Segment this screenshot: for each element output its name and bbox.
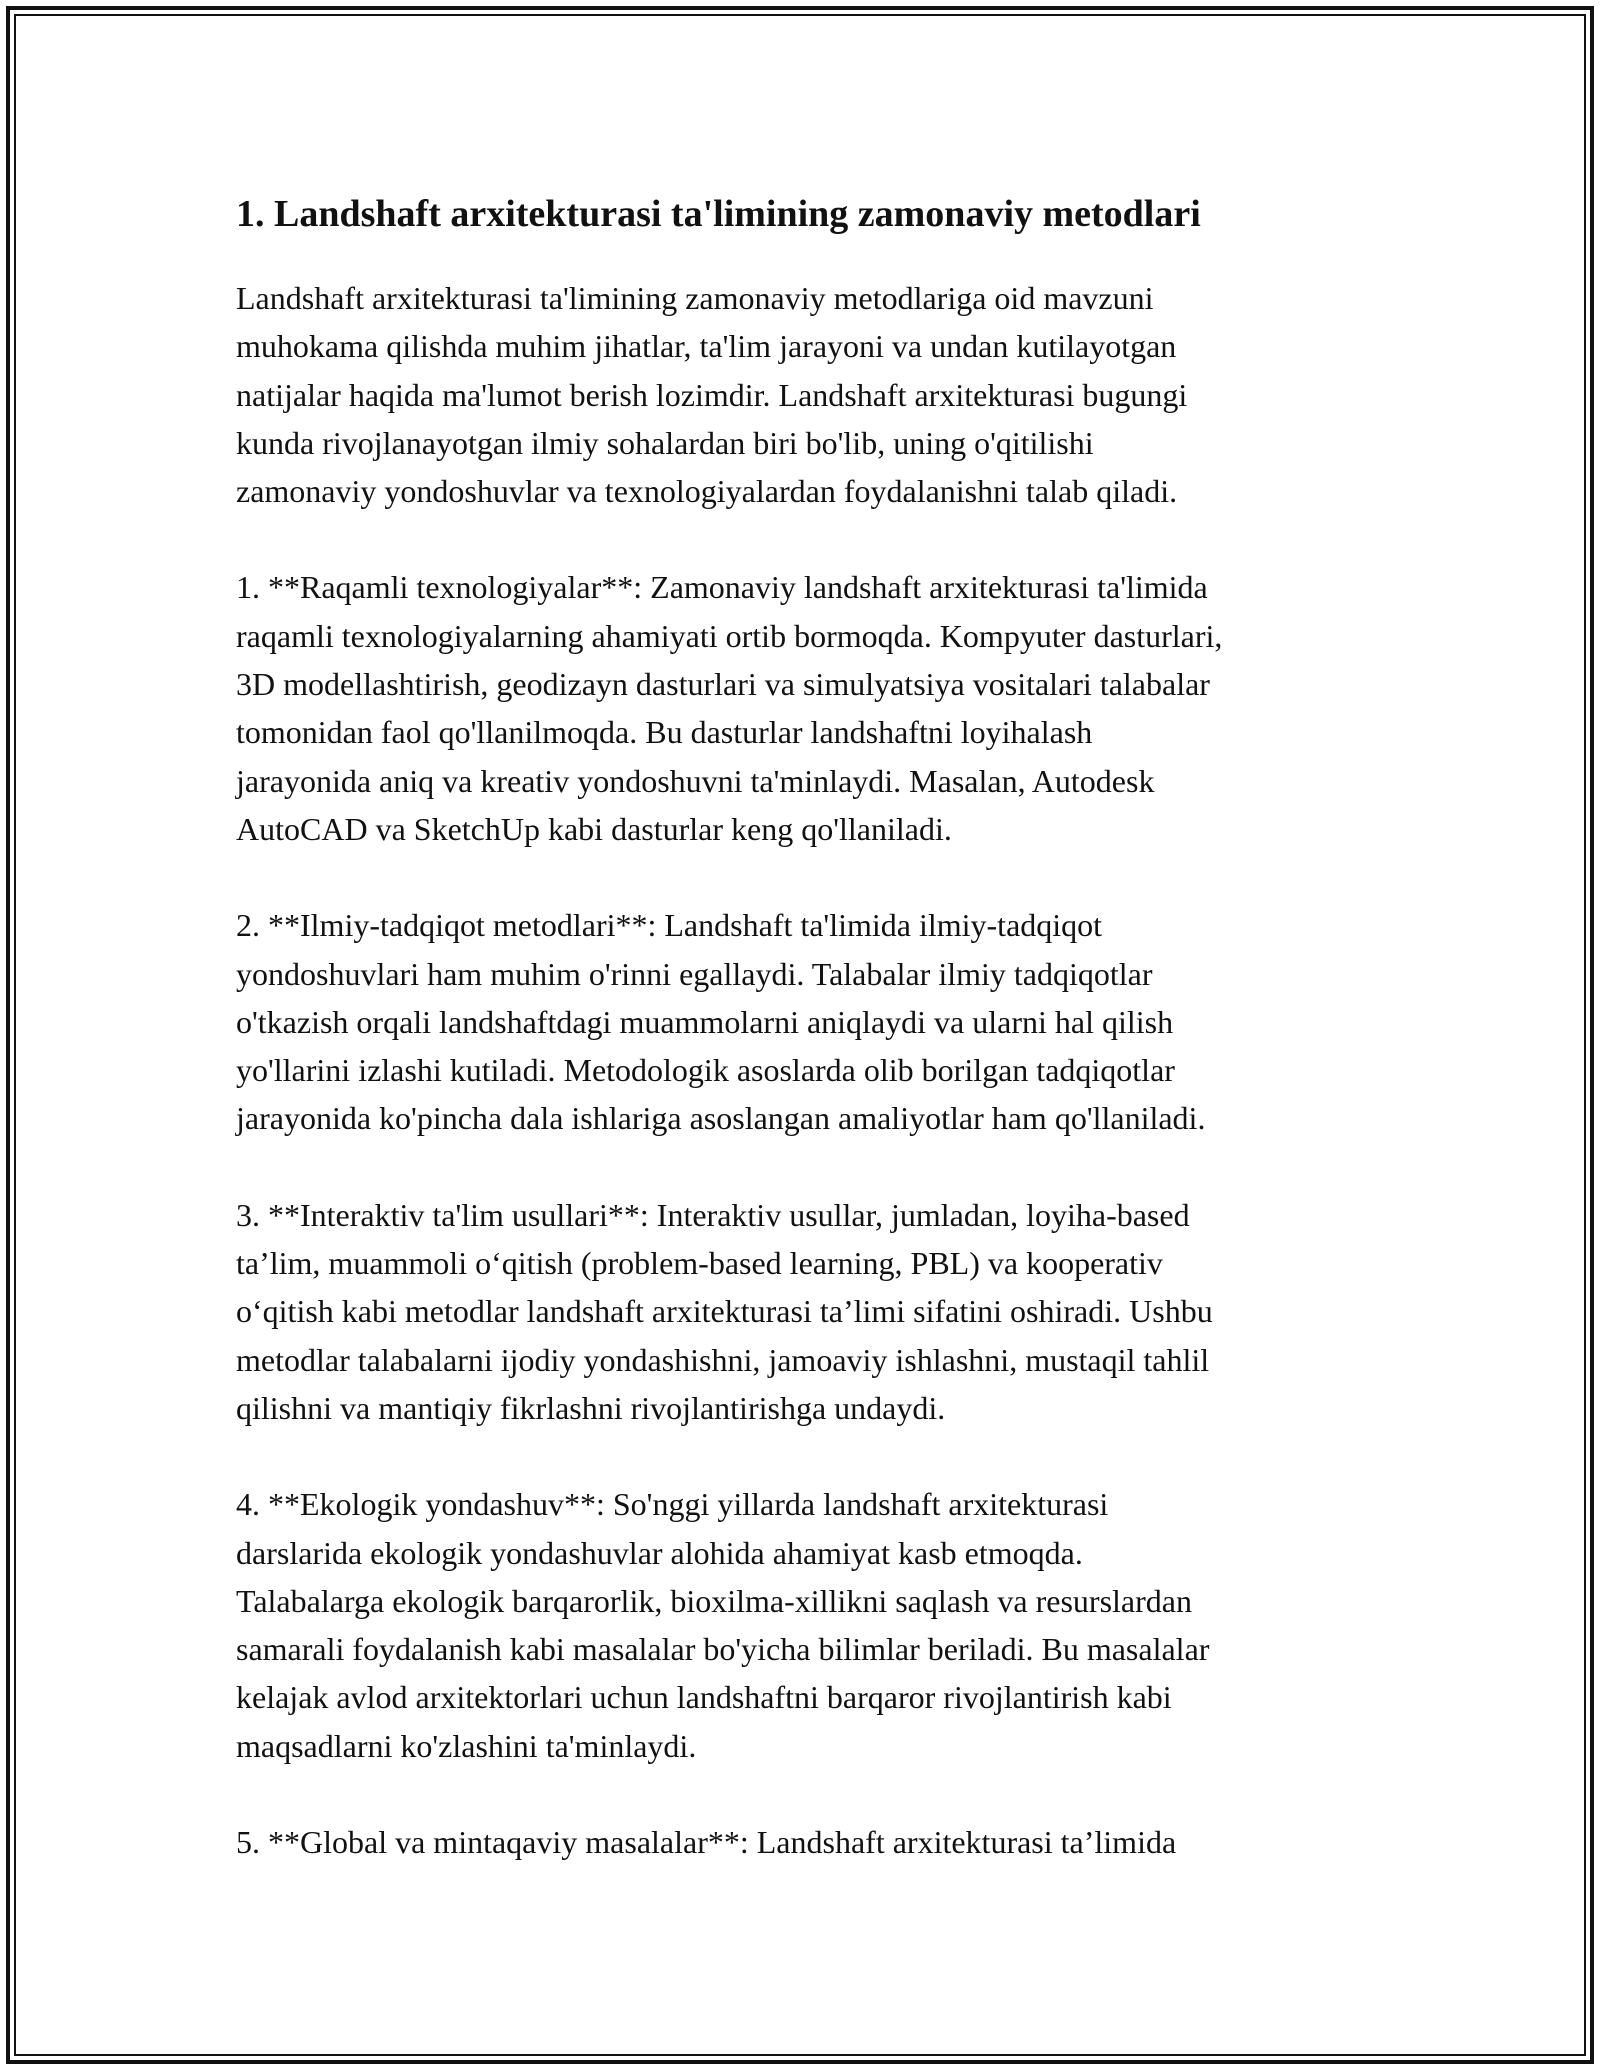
- list-item-ecological-approach: 4. **Ekologik yondashuv**: So'nggi yillarda landshaft arxitekturasi darslarida ekologik yondashuvlar alohida ahamiyat kasb etmoqda. Talabalarga ekologik barqarorlik, bioxilma-xillikni saqlash va resurslardan samarali foydalanish kabi masalalar bo'yicha bilimlar beriladi. Bu masalalar kelajak avlod arxitektorlari uchun landshaftni barqaror rivojlantirish kabi maqsadlarni ko'zlashini ta'minlaydi.: [236, 1486, 1210, 1764]
- document-body: [236, 186, 1376, 1914]
- list-item-digital-technologies: 1. **Raqamli texnologiyalar**: Zamonaviy landshaft arxitekturasi ta'limida raqamli texnologiyalarning ahamiyati ortib bormoqda. Kompyuter dasturlari, 3D modellashtirish, geodizayn dasturlari va simulyatsiya vositalari talabalar tomonidan faol qo'llanilmoqda. Bu dasturlar landshaftni loyihalash jarayonida aniq va kreativ yondoshuvni ta'minlaydi. Masalan, Autodesk AutoCAD va SketchUp kabi dasturlar keng qo'llaniladi.: [236, 569, 1223, 847]
- section-heading: 1. Landshaft arxitekturasi ta'limining zamonaviy metodlari: [236, 193, 1201, 235]
- intro-paragraph: Landshaft arxitekturasi ta'limining zamonaviy metodlariga oid mavzuni muhokama qilishda muhim jihatlar, ta'lim jarayoni va undan kutilayotgan natijalar haqida ma'lumot berish lozimdir. Landshaft arxitekturasi bugungi kunda rivojlanayotgan ilmiy sohalardan biri bo'lib, uning o'qitilishi zamonaviy yondoshuvlar va texnologiyalardan foydalanishni talab qiladi.: [236, 280, 1188, 510]
- list-item-interactive-methods: 3. **Interaktiv ta'lim usullari**: Interaktiv usullar, jumladan, loyiha-based ta’lim, muammoli o‘qitish (problem-based learning, PBL) va kooperativ o‘qitish kabi metodlar landshaft arxitekturasi ta’limi sifatini oshiradi. Ushbu metodlar talabalarni ijodiy yondashishni, jamoaviy ishlashni, mustaqil tahlil qilishni va mantiqiy fikrlashni rivojlantirishga undaydi.: [236, 1196, 1213, 1426]
- list-item-research-methods: 2. **Ilmiy-tadqiqot metodlari**: Landshaft ta'limida ilmiy-tadqiqot yondoshuvlari ham muhim o'rinni egallaydi. Talabalar ilmiy tadqiqotlar o'tkazish orqali landshaftdagi muammolarni aniqlaydi va ularni hal qilish yo'llarini izlashi kutiladi. Metodologik asoslarda olib borilgan tadqiqotlar jarayonida ko'pincha dala ishlariga asoslangan amaliyotlar ham qo'llaniladi.: [236, 907, 1206, 1137]
- list-item-global-regional-issues: 5. **Global va mintaqaviy masalalar**: Landshaft arxitekturasi ta’limida: [236, 1824, 1177, 1861]
